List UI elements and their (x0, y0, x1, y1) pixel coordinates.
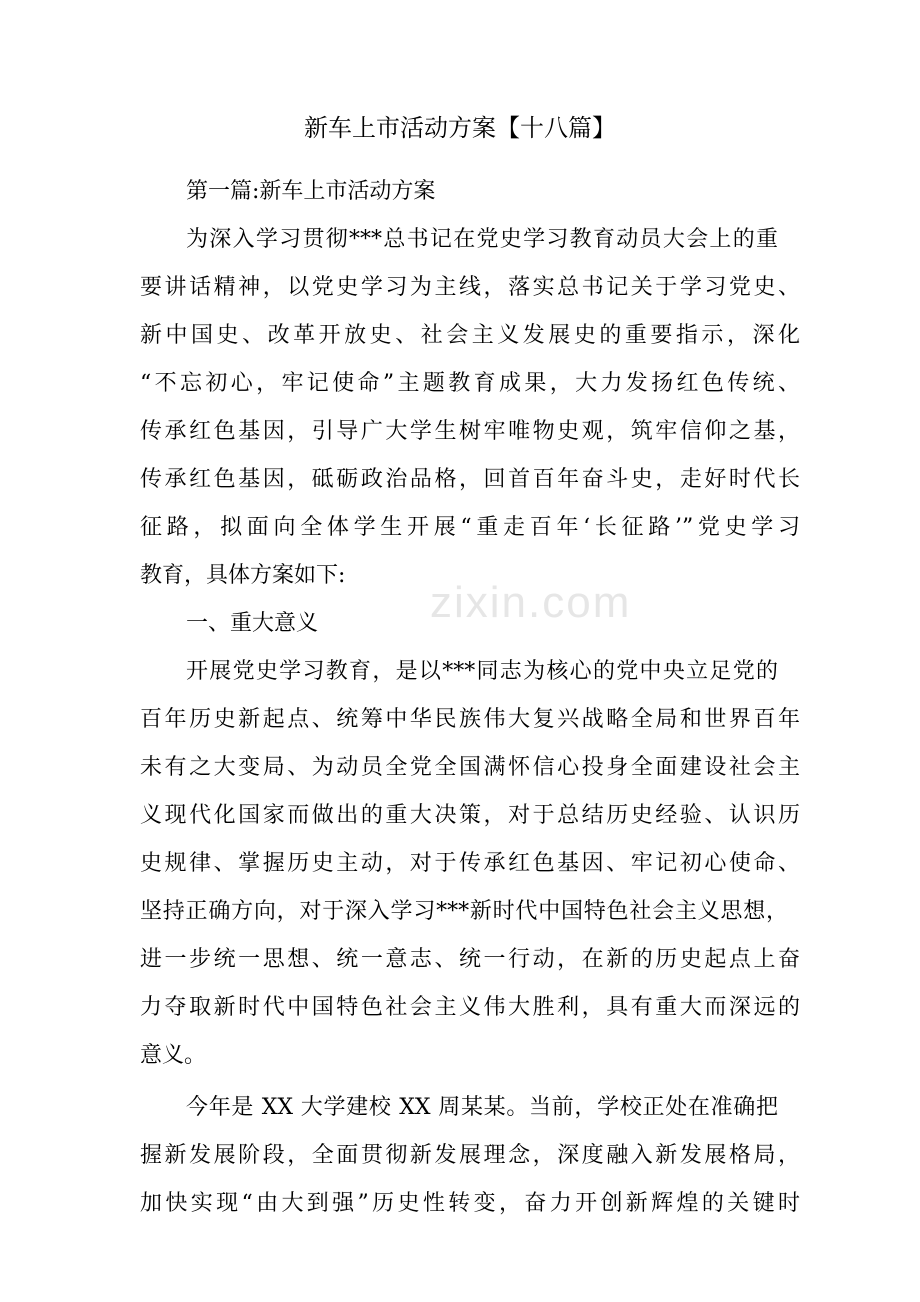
paragraph-line: 进一步统一思想、统一意志、统一行动，在新的历史起点上奋 (140, 947, 800, 972)
paragraph-line: 今年是 XX 大学建校 XX 周某某。当前，学校正处在准确把 (186, 1095, 778, 1120)
paragraph-line: 握新发展阶段，全面贯彻新发展理念，深度融入新发展格局， (140, 1143, 800, 1168)
paragraph-line: 百年历史新起点、统筹中华民族伟大复兴战略全局和世界百年 (140, 707, 800, 732)
paragraph-line: 加快实现“由大到强”历史性转变，奋力开创新辉煌的关键时 (140, 1191, 800, 1216)
document-title: 新车上市活动方案【十八篇】 (304, 114, 616, 142)
paragraph-line: 为深入学习贯彻***总书记在党史学习教育动员大会上的重 (186, 227, 778, 252)
paragraph-line: 传承红色基因，引导广大学生树牢唯物史观，筑牢信仰之基， (140, 419, 800, 444)
paragraph-line: 意义。 (140, 1043, 207, 1068)
paragraph-line: 传承红色基因，砥砺政治品格，回首百年奋斗史，走好时代长 (140, 467, 800, 492)
paragraph-line: 义现代化国家而做出的重大决策，对于总结历史经验、认识历 (140, 803, 800, 828)
section-heading: 一、重大意义 (186, 611, 319, 636)
paragraph-line: 新中国史、改革开放史、社会主义发展史的重要指示，深化 (140, 323, 800, 348)
paragraph-line: 史规律、掌握历史主动，对于传承红色基因、牢记初心使命、 (140, 851, 800, 876)
paragraph-line: 征路，拟面向全体学生开展“重走百年‘长征路’”党史学习 (140, 515, 800, 540)
watermark: zixin.com (430, 578, 632, 627)
paragraph-line: 坚持正确方向，对于深入学习***新时代中国特色社会主义思想， (140, 899, 788, 924)
paragraph-line: 未有之大变局、为动员全党全国满怀信心投身全面建设社会主 (140, 755, 800, 780)
paragraph-line: 要讲话精神，以党史学习为主线，落实总书记关于学习党史、 (140, 275, 800, 300)
paragraph-line: 教育，具体方案如下: (140, 563, 346, 588)
paragraph-line: 力夺取新时代中国特色社会主义伟大胜利，具有重大而深远的 (140, 995, 800, 1020)
paragraph-line: 开展党史学习教育，是以***同志为核心的党中央立足党的 (186, 659, 778, 684)
paragraph-line: “不忘初心，牢记使命”主题教育成果，大力发扬红色传统、 (140, 371, 800, 396)
section-heading: 第一篇:新车上市活动方案 (186, 179, 436, 204)
